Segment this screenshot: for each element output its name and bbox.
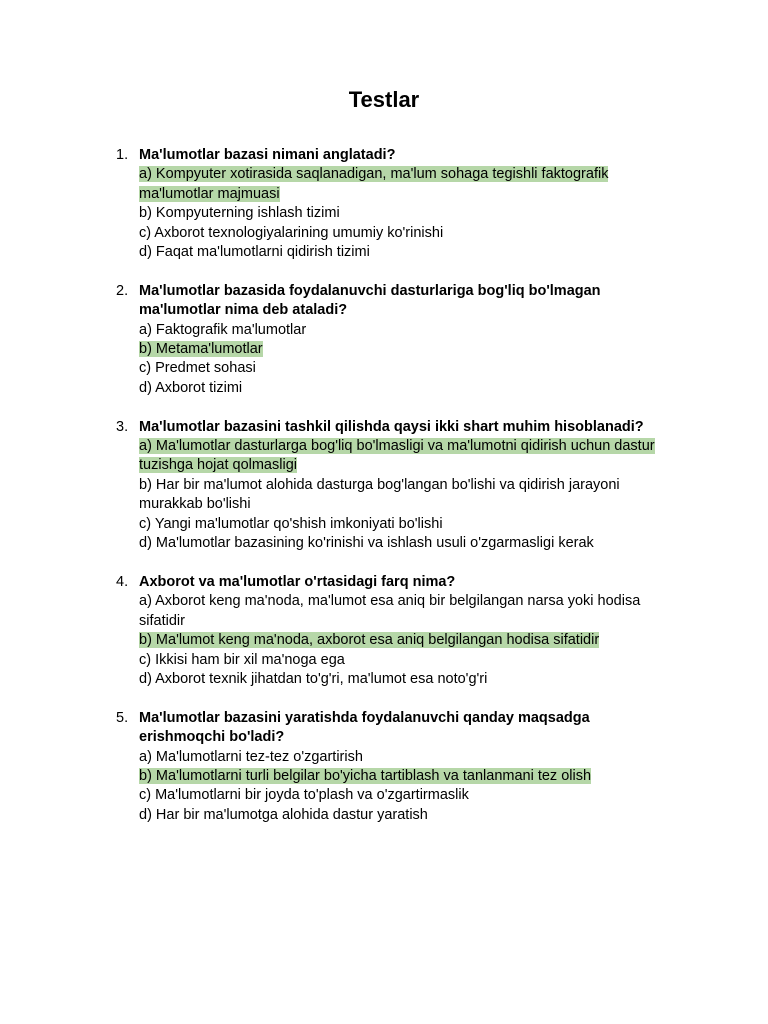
question-text: Ma'lumotlar bazasi nimani anglatadi? (139, 147, 396, 163)
page-title: Testlar (348, 87, 420, 112)
question-body (139, 709, 659, 825)
answer-option: d) Axborot texnik jihatdan to'g'ri, ma'lumot esa noto'g'ri (139, 670, 488, 687)
question-item (0, 709, 768, 825)
answer-option: c) Axborot texnologiyalarining umumiy ko'rinishi (139, 224, 444, 241)
answer-option: d) Axborot tizimi (139, 379, 243, 396)
question-item (0, 146, 768, 262)
question-body (139, 573, 659, 689)
answer-option: d) Faqat ma'lumotlarni qidirish tizimi (139, 244, 370, 261)
question-text: Ma'lumotlar bazasida foydalanuvchi dasturlariga bog'liq bo'lmagan ma'lumotlar nima deb ataladi? (139, 282, 601, 319)
answer-option: d) Har bir ma'lumotga alohida dastur yaratish (139, 806, 428, 823)
answer-text-highlighted: b) Ma'lumot keng ma'noda, axborot esa aniq belgilangan hodisa sifatidir (139, 632, 600, 649)
answer-option: a) Axborot keng ma'noda, ma'lumot esa aniq bir belgilangan narsa yoki hodisa sifatidir (139, 593, 641, 629)
answer-option: b) Har bir ma'lumot alohida dasturga bog'langan bo'lishi va qidirish jarayoni murakkab bo'lishi (139, 476, 620, 513)
question-item (0, 418, 768, 554)
answer-option: c) Yangi ma'lumotlar qo'shish imkoniyati bo'lishi (139, 515, 443, 532)
question-text: Ma'lumotlar bazasini yaratishda foydalanuvchi qanday maqsadga erishmoqchi bo'ladi? (139, 709, 590, 746)
answer-option (139, 631, 659, 650)
question-number: 5. (116, 709, 129, 726)
answer-option: a) Ma'lumotlarni tez-tez o'zgartirish (139, 748, 363, 765)
question-number: 1. (116, 147, 129, 163)
answer-text-highlighted: a) Ma'lumotlar dasturlarga bog'liq bo'lmasligi va ma'lumotni qidirish uchun dastur tuzishga hojat qolmasligi (139, 438, 655, 474)
answer-option: c) Ikkisi ham bir xil ma'noga ega (139, 651, 345, 668)
answer-text-highlighted: b) Metama'lumotlar (139, 341, 263, 358)
question-body (139, 418, 659, 554)
answer-option (139, 767, 659, 786)
question-number: 3. (116, 418, 129, 435)
question-item (0, 282, 768, 398)
answer-option: b) Kompyuterning ishlash tizimi (139, 205, 340, 222)
question-body (139, 282, 659, 398)
question-number: 4. (116, 573, 129, 590)
question-text: Ma'lumotlar bazasini tashkil qilishda qaysi ikki shart muhim hisoblanadi? (139, 418, 644, 435)
question-text: Axborot va ma'lumotlar o'rtasidagi farq nima? (139, 573, 456, 590)
answer-option: d) Ma'lumotlar bazasining ko'rinishi va ishlash usuli o'zgarmasligi kerak (139, 535, 594, 552)
answer-option (139, 165, 659, 204)
answer-option (139, 340, 659, 359)
answer-option (139, 437, 659, 476)
question-list (0, 146, 768, 845)
question-body (139, 146, 659, 262)
question-item (0, 573, 768, 689)
question-number: 2. (116, 282, 129, 299)
answer-option: c) Predmet sohasi (139, 360, 256, 377)
answer-text-highlighted: b) Ma'lumotlarni turli belgilar bo'yicha tartiblash va tanlanmani tez olish (139, 767, 592, 784)
answer-option: a) Faktografik ma'lumotlar (139, 321, 307, 338)
answer-text-highlighted: a) Kompyuter xotirasida saqlanadigan, ma'lum sohaga tegishli faktografik ma'lumotlar majmuasi (139, 166, 609, 202)
answer-option: c) Ma'lumotlarni bir joyda to'plash va o'zgartirmaslik (139, 787, 469, 804)
